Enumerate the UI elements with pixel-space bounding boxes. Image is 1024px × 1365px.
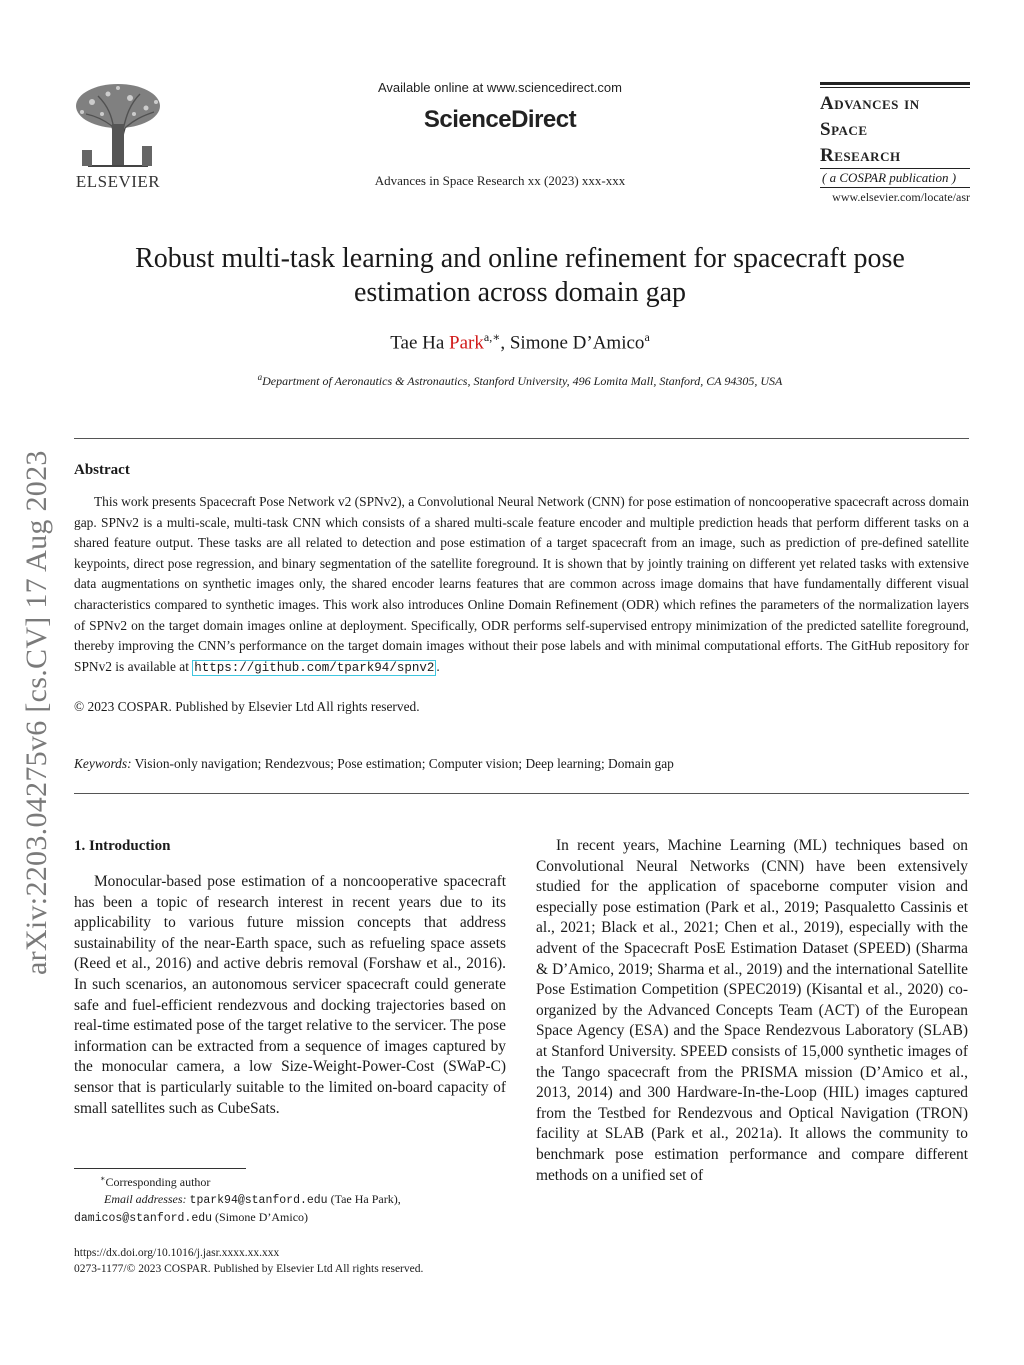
footnote-emails bbox=[74, 1191, 514, 1227]
elsevier-logo bbox=[68, 80, 168, 190]
journal-name-line2: Space bbox=[820, 119, 868, 140]
section-heading: 1. Introduction bbox=[74, 838, 171, 854]
author-superscript: a bbox=[644, 330, 650, 344]
abstract-heading: Abstract bbox=[74, 462, 130, 478]
masthead-rule bbox=[820, 82, 970, 85]
journal-citation-line: Advances in Space Research xx (2023) xxx-xxx bbox=[374, 173, 626, 188]
journal-name-line1: Advances in bbox=[820, 93, 920, 114]
email-owner: (Tae Ha Park), bbox=[327, 1192, 401, 1206]
affiliation-text: Department of Aeronautics & Astronautics, Stanford University, 496 Lomita Mall, Stanford, CA 94305, USA bbox=[262, 374, 783, 388]
github-link[interactable]: https://github.com/tpark94/spnv2 bbox=[194, 660, 435, 675]
keywords-text: Vision-only navigation; Rendezvous; Pose estimation; Computer vision; Deep learning; Domain gap bbox=[134, 756, 674, 771]
footnote-text: Corresponding author bbox=[105, 1175, 211, 1189]
author-last-name-link[interactable]: Park bbox=[449, 332, 484, 354]
sciencedirect-brand: ScienceDirect bbox=[423, 106, 577, 133]
right-column-paragraph: In recent years, Machine Learning (ML) techniques based on Convolutional Neural Networks (CNN) have been extensively studied for the application of spaceborne computer vision and especially pose estimation (Park et al., 2019; Pasqualetto Cassinis et al., 2021; Black et al., 2021; Chen et al., 2019), especially with the advent of the Spacecraft PosE Estimation Dataset (SPEED) (Sharma & D’Amico, 2019; Sharma et al., 2019) and the international Satellite Pose Estimation Competition (SPEC2019) (Kisantal et al., 2020) co-organized by the Advanced Concepts Team (ACT) of the European Space Agency (ESA) and the Space Rendezvous Laboratory (SLAB) at Stanford University. SPEED consists of 15,000 synthetic images of the Tango spacecraft from the PRISMA mission (D’Amico et al., 2013, 2014) and 300 Hardware-In-the-Loop (HIL) images captured from the Testbed for Rendezvous and Optical Navigation (TRON) facility at SLAB (Park et al., 2021a). It allows the community to benchmark pose estimation performance and compare different methods on a unified set of bbox=[536, 837, 968, 1184]
masthead-rule bbox=[820, 87, 970, 88]
email-owner: (Simone D’Amico) bbox=[212, 1210, 309, 1224]
footnote-corresponding bbox=[100, 1174, 210, 1190]
keywords bbox=[74, 756, 969, 772]
abstract-body bbox=[74, 492, 969, 678]
affiliation bbox=[80, 372, 960, 389]
title-line: estimation across domain gap bbox=[353, 277, 687, 308]
author-first-name: Tae Ha bbox=[390, 332, 445, 354]
issn-copyright: 0273-1177/© 2023 COSPAR. Published by Elsevier Ltd All rights reserved. bbox=[74, 1263, 424, 1275]
author-separator: , bbox=[500, 332, 510, 354]
abstract-end: . bbox=[436, 658, 440, 674]
journal-masthead bbox=[820, 82, 970, 188]
footnote-rule bbox=[74, 1168, 246, 1169]
email-link[interactable]: damicos@stanford.edu bbox=[74, 1212, 213, 1225]
email-link[interactable]: tpark94@stanford.edu bbox=[189, 1194, 328, 1207]
arxiv-identifier: arXiv:2203.04275v6 [cs.CV] 17 Aug 2023 bbox=[20, 450, 53, 975]
affiliation-superscript: a bbox=[257, 372, 263, 382]
divider bbox=[74, 438, 969, 439]
divider bbox=[74, 793, 969, 794]
journal-name-line3: Research bbox=[820, 145, 901, 166]
paper-title bbox=[80, 242, 960, 310]
available-online-text: Available online at www.sciencedirect.com bbox=[378, 80, 622, 95]
title-line: Robust multi-task learning and online refinement for spacecraft pose bbox=[135, 243, 905, 274]
elsevier-tree-logo-icon bbox=[68, 80, 168, 172]
journal-subtitle: ( a COSPAR publication ) bbox=[820, 168, 970, 188]
author-name: Simone D’Amico bbox=[509, 332, 645, 354]
abstract-text: This work presents Spacecraft Pose Network v2 (SPNv2), a Convolutional Neural Network (CNN) for pose estimation of noncooperative spacecraft across domain gap. SPNv2 is a multi-scale, multi-task CNN which consists of a shared multi-scale feature encoder and multiple prediction heads that perform different tasks on a shared feature output. These tasks are all related to detection and pose estimation of a target spacecraft from an image, such as prediction of pre-defined satellite keypoints, direct pose regression, and binary segmentation of the satellite foreground. It is shown that by jointly training on different yet related tasks with extensive data augmentations on synthetic images only, the shared encoder learns features that are common across image domains that have fundamentally different visual characteristics compared to synthetic images. This work also introduces Online Domain Refinement (ODR) which refines the parameters of the normalization layers of SPNv2 on the target domain images online at deployment. Specifically, ODR performs self-supervised entropy minimization of the predicted satellite foreground, thereby improving the CNN’s performance on the target domain images without their pose labels and with minimal computational efforts. The GitHub repository for SPNv2 is available at bbox=[74, 494, 969, 674]
doi-link[interactable]: https://dx.doi.org/10.1016/j.jasr.xxxx.xx.xxx bbox=[74, 1247, 280, 1259]
author-list bbox=[80, 330, 960, 354]
abstract-copyright: © 2023 COSPAR. Published by Elsevier Ltd All rights reserved. bbox=[74, 699, 420, 714]
left-column-paragraph: Monocular-based pose estimation of a noncooperative spacecraft has been a topic of research interest in recent years due to its applicability to various future mission concepts that address sustainability of the near-Earth space, such as refueling space assets (Reed et al., 2016) and active debris removal (Forshaw et al., 2016). In such scenarios, an autonomous servicer spacecraft could generate safe and fuel-efficient rendezvous and docking trajectories based on real-time estimated pose of the target relative to the servicer. The pose information can be extracted from a sequence of images captured by the monocular camera, a low Size-Weight-Power-Cost (SWaP-C) sensor that is particularly suitable to the limited on-board capacity of small satellites such as CubeSats. bbox=[74, 873, 506, 1117]
keywords-label: Keywords: bbox=[74, 756, 132, 771]
email-label: Email addresses: bbox=[104, 1192, 187, 1206]
publisher-name: ELSEVIER bbox=[75, 172, 161, 191]
journal-url[interactable]: www.elsevier.com/locate/asr bbox=[832, 190, 970, 204]
footnote-marker: ∗ bbox=[100, 1174, 106, 1183]
author-superscript: a,∗ bbox=[483, 330, 501, 344]
